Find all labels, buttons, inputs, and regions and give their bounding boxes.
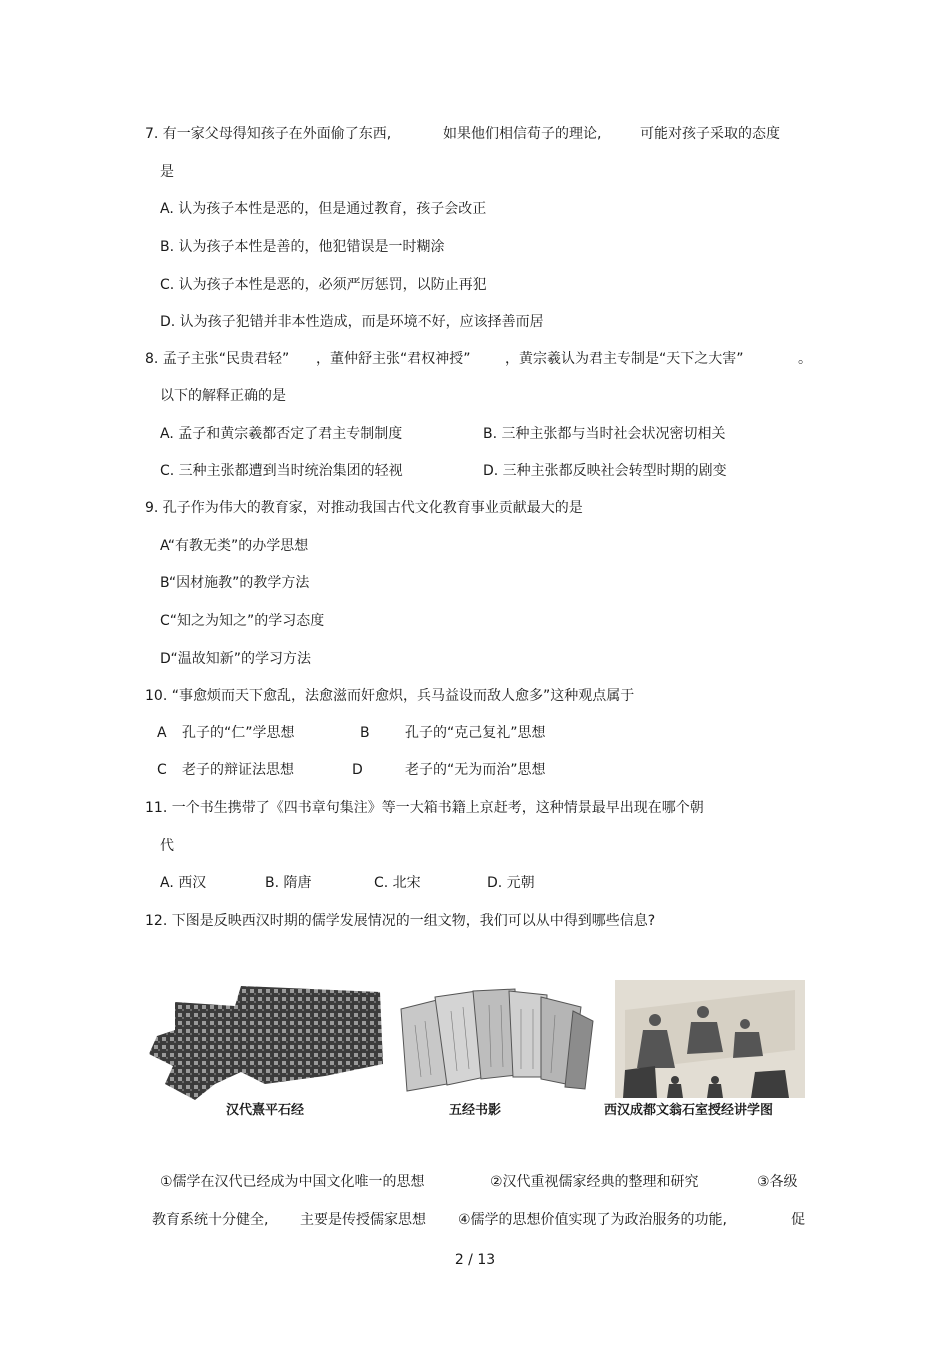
q8-stem-part5: 以下的解释正确的是 xyxy=(160,388,286,404)
q12-statement-3-start: ③各级 xyxy=(757,1174,798,1190)
q12-stem: 12. 下图是反映西汉时期的儒学发展情况的一组文物，我们可以从中得到哪些信息? xyxy=(145,913,656,929)
q11-option-a: A. 西汉 xyxy=(160,875,207,891)
q10-option-b-letter: B xyxy=(360,725,370,741)
q12-statement-1: ①儒学在汉代已经成为中国文化唯一的思想 xyxy=(160,1174,425,1190)
q11-stem-part1: 11. 一个书生携带了《四书章句集注》等一大箱书籍上京赶考，这种情景最早出现在哪个朝 xyxy=(145,800,704,816)
q10-option-a-text: 孔子的“仁”学思想 xyxy=(182,725,295,741)
q7-stem-part3: 可能对孩子采取的态度 xyxy=(640,126,780,142)
q11-option-c: C. 北宋 xyxy=(374,875,421,891)
q7-stem-part4: 是 xyxy=(160,164,174,180)
stone-classic-image xyxy=(145,980,385,1100)
q9-option-b: B“因材施教”的教学方法 xyxy=(160,575,310,591)
q8-stem-part4: 。 xyxy=(798,351,812,367)
q10-option-c-text: 老子的辩证法思想 xyxy=(182,762,294,778)
q10-option-b-text: 孔子的“克己复礼”思想 xyxy=(405,725,546,741)
q7-stem-part2: 如果他们相信荀子的理论, xyxy=(443,126,602,142)
q7-option-a: A. 认为孩子本性是恶的，但是通过教育，孩子会改正 xyxy=(160,201,487,217)
stone-classic-caption: 汉代熹平石经 xyxy=(226,1103,305,1118)
q12-statement-3-part2: 主要是传授儒家思想 xyxy=(300,1212,426,1228)
q10-option-d-text: 老子的“无为而治”思想 xyxy=(405,762,546,778)
q7-option-c: C. 认为孩子本性是恶的，必须严厉惩罚，以防止再犯 xyxy=(160,277,487,293)
q10-stem: 10. “事愈烦而天下愈乱，法愈滋而奸愈炽，兵马益设而敌人愈多”这种观点属于 xyxy=(145,688,635,704)
q12-statement-2: ②汉代重视儒家经典的整理和研究 xyxy=(490,1174,699,1190)
q7-stem-part1: 7. 有一家父母得知孩子在外面偷了东西, xyxy=(145,126,392,142)
q8-option-c: C. 三种主张都遭到当时统治集团的轻视 xyxy=(160,463,403,479)
q10-option-a-letter: A xyxy=(157,725,167,741)
page-number: 2 / 13 xyxy=(454,1252,496,1268)
lecture-scene-image xyxy=(615,980,805,1098)
q8-stem-part1: 8. 孟子主张“民贵君轻” xyxy=(145,351,290,367)
q9-option-c: C“知之为知之”的学习态度 xyxy=(160,613,325,629)
q9-option-a: A“有教无类”的办学思想 xyxy=(160,538,309,554)
q11-stem-part2: 代 xyxy=(160,838,174,854)
q7-option-b: B. 认为孩子本性是善的，他犯错误是一时糊涂 xyxy=(160,239,445,255)
q8-option-a: A. 孟子和黄宗羲都否定了君主专制制度 xyxy=(160,426,403,442)
q12-statement-3-part1: 教育系统十分健全, xyxy=(152,1212,269,1228)
q8-option-b: B. 三种主张都与当时社会状况密切相关 xyxy=(483,426,726,442)
q8-option-d: D. 三种主张都反映社会转型时期的剧变 xyxy=(483,463,727,479)
q9-option-d: D“温故知新”的学习方法 xyxy=(160,651,311,667)
q11-option-d: D. 元朝 xyxy=(487,875,535,891)
q7-option-d: D. 认为孩子犯错并非本性造成，而是环境不好，应该择善而居 xyxy=(160,314,544,330)
q9-stem: 9. 孔子作为伟大的教育家，对推动我国古代文化教育事业贡献最大的是 xyxy=(145,500,583,516)
five-classics-caption: 五经书影 xyxy=(449,1103,502,1118)
q8-stem-part3: ，黄宗羲认为君主专制是“天下之大害” xyxy=(505,351,744,367)
lecture-scene-caption: 西汉成都文翁石室授经讲学图 xyxy=(604,1103,774,1118)
q11-option-b: B. 隋唐 xyxy=(265,875,312,891)
q10-option-d-letter: D xyxy=(352,762,363,778)
q12-statement-4: ④儒学的思想价值实现了为政治服务的功能, xyxy=(458,1212,727,1228)
q12-statement-4-cont: 促 xyxy=(791,1212,805,1228)
q10-option-c-letter: C xyxy=(157,762,167,778)
q8-stem-part2: ，董仲舒主张“君权神授” xyxy=(316,351,471,367)
five-classics-image xyxy=(395,985,595,1095)
